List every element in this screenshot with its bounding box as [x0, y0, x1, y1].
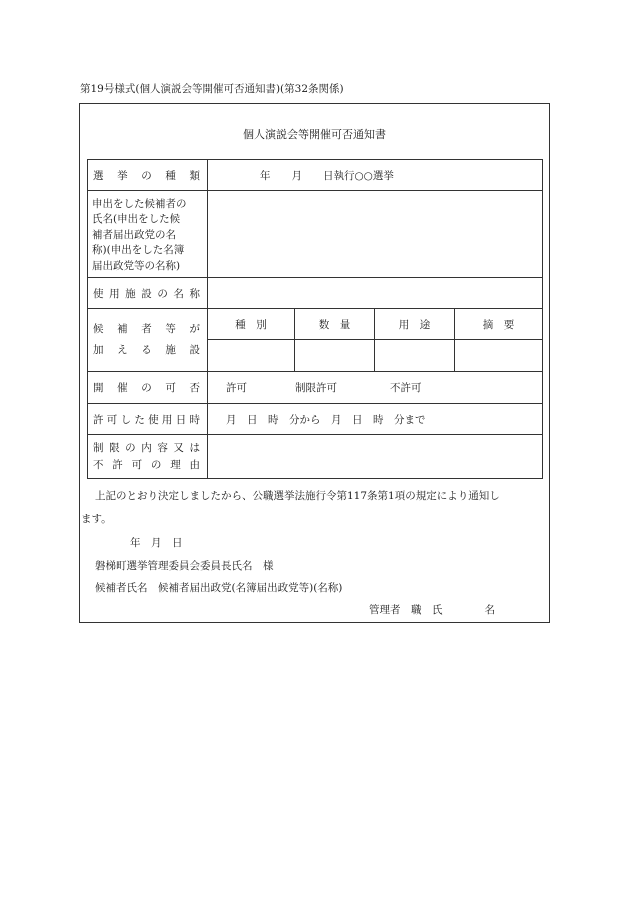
- election-type-label: 選 挙 の 種 類: [93, 169, 200, 182]
- election-type-value: 年 月 日執行○○選挙: [208, 160, 543, 191]
- restriction-label: [88, 435, 208, 479]
- permitted-time-value: 月 日 時 分から 月 日 時 分まで: [208, 404, 543, 435]
- value-purpose: [375, 340, 455, 372]
- notice-paragraph-line2: ます。: [81, 513, 112, 525]
- approval-options: [208, 372, 543, 404]
- value-type: [208, 340, 295, 372]
- notice-date: 年 月 日: [130, 537, 183, 549]
- value-remarks: [455, 340, 543, 372]
- row-candidate-name: [88, 191, 543, 278]
- candidate-label: 申出をした候補者の 氏名(申出をした候 補者届出政党の名 称)(申出をした名簿 届出政党等の名称): [88, 191, 208, 278]
- document-title: 個人演説会等開催可否通知書: [243, 128, 386, 141]
- row-restriction: [88, 435, 543, 479]
- added-facility-label-line2: 加 え る 施 設: [93, 344, 200, 356]
- candidate-value: [208, 191, 543, 278]
- row-election-type: [88, 160, 543, 191]
- header-quantity: 数 量: [295, 309, 375, 340]
- notice-paragraph-line1: 上記のとおり決定しましたから、公職選挙法施行令第117条第1項の規定により通知し: [95, 490, 500, 502]
- committee-chair: 磐梯町選挙管理委員会委員長氏名 様: [95, 560, 274, 572]
- row-facility-name: [88, 278, 543, 309]
- value-quantity: [295, 340, 375, 372]
- option-approved: 許可: [226, 382, 247, 394]
- label-cell: [88, 404, 208, 435]
- facility-name-label: 使 用 施 設 の 名 称: [93, 287, 200, 300]
- row-approval: [88, 372, 543, 404]
- option-restricted: 制限許可: [295, 382, 337, 394]
- label-cell: [88, 160, 208, 191]
- row-added-facility-header: [88, 309, 543, 340]
- restriction-label-line1: 制 限 の 内 容 又 は: [93, 441, 200, 454]
- notice-form-table: [87, 159, 543, 479]
- restriction-label-line2: 不 許 可 の 理 由: [93, 458, 200, 471]
- added-facility-label: [88, 309, 208, 372]
- row-permitted-time: [88, 404, 543, 435]
- approval-label: 開 催 の 可 否: [93, 382, 200, 394]
- header-type: 種 別: [208, 309, 295, 340]
- form-number: 第19号様式(個人演説会等開催可否通知書)(第32条関係): [80, 83, 344, 95]
- facility-name-value: [208, 278, 543, 309]
- facility-manager: 管理者 職 氏 名: [369, 604, 495, 616]
- header-purpose: 用 途: [375, 309, 455, 340]
- permitted-time-label: 許 可 し た 使 用 日 時: [93, 413, 200, 426]
- header-remarks: 摘 要: [455, 309, 543, 340]
- label-cell: [88, 372, 208, 404]
- addressee: 候補者氏名 候補者届出政党(名簿届出政党等)(名称): [95, 582, 343, 594]
- added-facility-label-line1: 候 補 者 等 が: [93, 323, 200, 335]
- option-denied: 不許可: [390, 382, 422, 394]
- label-cell: [88, 278, 208, 309]
- restriction-value: [208, 435, 543, 479]
